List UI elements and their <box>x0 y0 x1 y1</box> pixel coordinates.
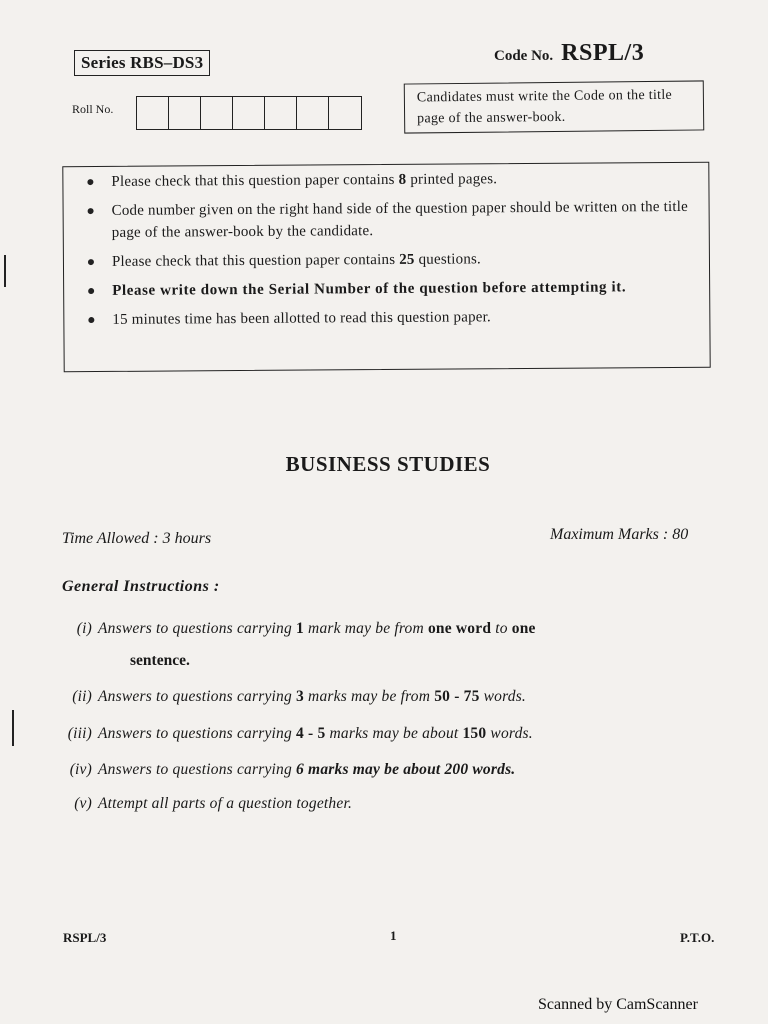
checklist-number: 8 <box>398 171 407 188</box>
maximum-marks: Maximum Marks : 80 <box>550 526 689 543</box>
please-turn-over: P.T.O. <box>680 930 715 945</box>
instruction-iii <box>58 725 533 743</box>
instruction-i-continued: sentence. <box>130 652 190 669</box>
roll-number-label: Roll No. <box>72 102 114 116</box>
roll-box[interactable] <box>137 97 169 129</box>
code-value: RSPL/3 <box>561 40 645 66</box>
roll-box[interactable] <box>233 97 265 129</box>
checklist-text: questions. <box>414 251 482 268</box>
checklist-box <box>62 162 710 373</box>
checklist-item-serial: Please write down the Serial Number of the question before attempting it. <box>112 276 693 302</box>
instruction-text: Answers to questions carrying <box>98 688 297 705</box>
subject-title: BUSINESS STUDIES <box>285 452 491 476</box>
instruction-text: marks may be about <box>325 725 463 742</box>
instruction-number: (v) <box>74 795 92 812</box>
checklist-item-pages <box>111 167 692 193</box>
instruction-text: Answers to questions carrying <box>98 620 297 637</box>
scanner-watermark: Scanned by CamScanner <box>538 996 698 1013</box>
checklist-text: Please check that this question paper contains <box>111 171 399 190</box>
checklist-item-reading-time: 15 minutes time has been allotted to read this question paper. <box>112 305 693 331</box>
checklist-item-questions <box>112 247 693 273</box>
candidate-note: Candidates must write the Code on the title page of the answer-book. <box>404 80 705 133</box>
code-label: Code No. <box>494 48 554 64</box>
instruction-number: (ii) <box>72 688 92 705</box>
instruction-text: words. <box>486 725 533 742</box>
margin-mark-top <box>4 255 6 287</box>
instruction-text: Attempt all parts of a question together. <box>98 795 353 812</box>
checklist-text: Please check that this question paper contains <box>111 251 400 270</box>
instruction-ii <box>58 688 526 706</box>
instruction-v <box>58 795 352 813</box>
instruction-emphasis: 3 <box>296 688 304 705</box>
instruction-text: to <box>491 620 512 637</box>
instruction-emphasis: one <box>511 620 536 637</box>
instruction-number: (iv) <box>69 761 92 778</box>
roll-box[interactable] <box>169 97 201 129</box>
instruction-emphasis: 6 marks may be about 200 words. <box>296 761 516 778</box>
instruction-emphasis: 150 <box>462 725 487 742</box>
instruction-text: words. <box>479 688 527 705</box>
instruction-text: mark may be from <box>303 620 428 637</box>
instruction-i <box>58 620 536 638</box>
instruction-number: (iii) <box>67 725 92 742</box>
checklist-text: printed pages. <box>406 171 498 188</box>
instruction-text: Answers to questions carrying <box>98 761 297 778</box>
instruction-text: Answers to questions carrying <box>98 725 297 742</box>
checklist-number: 25 <box>399 251 415 268</box>
checklist-item-code: Code number given on the right hand side of the question paper should be written on the title page of the answer-book by the candidate. <box>112 196 693 244</box>
margin-mark-bottom <box>12 710 14 746</box>
roll-number-boxes[interactable] <box>136 96 362 130</box>
time-allowed: Time Allowed : 3 hours <box>62 530 212 547</box>
instruction-emphasis: one word <box>427 620 492 637</box>
instruction-number: (i) <box>76 620 92 637</box>
roll-box[interactable] <box>297 97 329 129</box>
general-instructions-heading: General Instructions : <box>62 578 220 595</box>
roll-box[interactable] <box>329 97 361 129</box>
instruction-iv <box>58 761 515 779</box>
instruction-text: marks may be from <box>303 688 435 705</box>
roll-box[interactable] <box>265 97 297 129</box>
instruction-emphasis: 50 - 75 <box>434 688 480 705</box>
roll-box[interactable] <box>201 97 233 129</box>
code-number <box>494 40 644 67</box>
series-label: Series RBS–DS3 <box>74 50 210 76</box>
instruction-emphasis: 1 <box>296 620 304 637</box>
footer-code: RSPL/3 <box>63 930 107 945</box>
instruction-emphasis: 4 - 5 <box>296 725 326 742</box>
page-number: 1 <box>390 928 397 943</box>
